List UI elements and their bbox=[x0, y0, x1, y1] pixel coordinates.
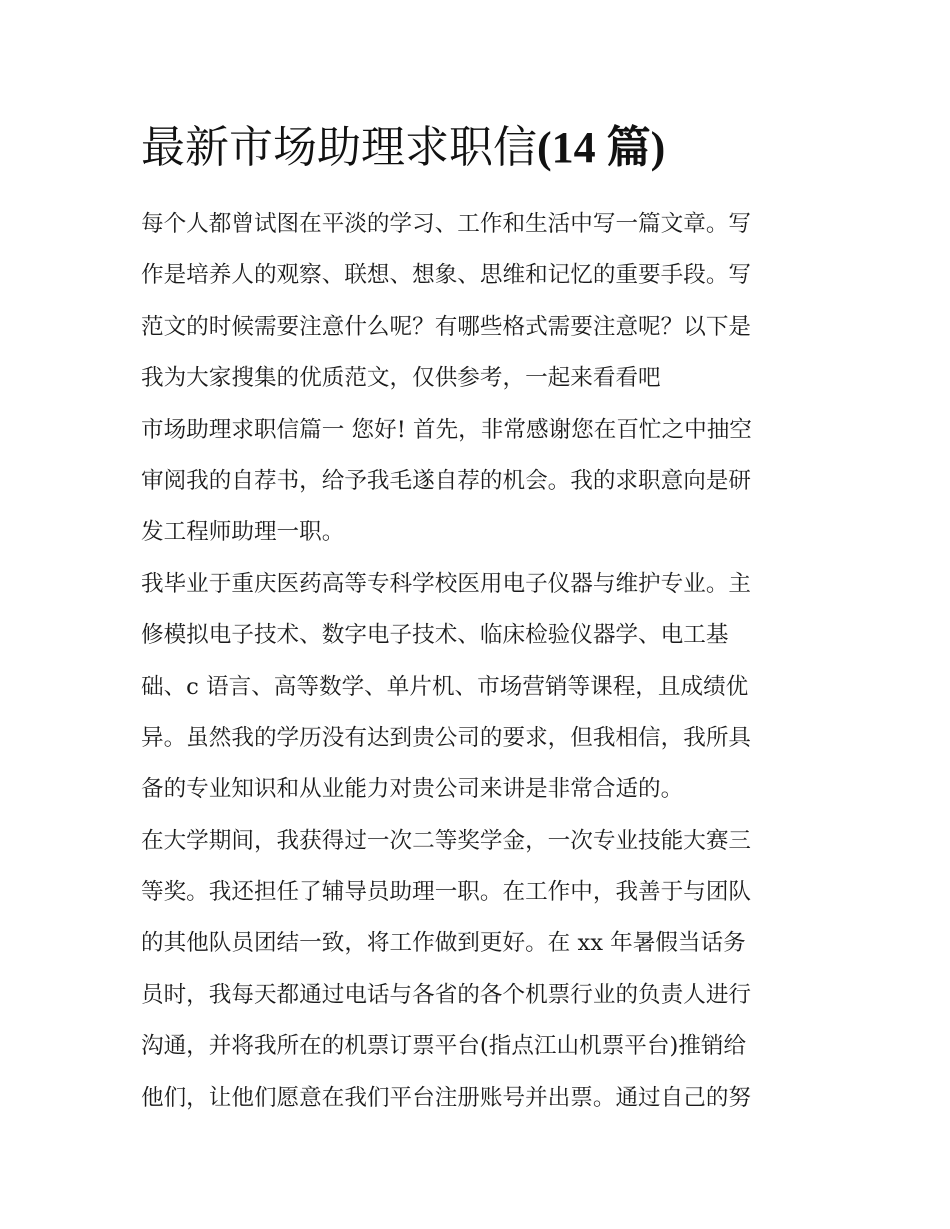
body-line: 我毕业于重庆医药高等专科学校医用电子仪器与维护专业。主 bbox=[141, 570, 752, 597]
body-line: 我为大家搜集的优质范文，仅供参考，一起来看看吧 bbox=[141, 365, 661, 392]
body-line: 市场助理求职信篇一 您好! 首先，非常感谢您在百忙之中抽空 bbox=[141, 416, 752, 443]
body-line: 的其他队员团结一致，将工作做到更好。在 xx 年暑假当话务 bbox=[141, 930, 746, 957]
body-line: 备的专业知识和从业能力对贵公司来讲是非常合适的。 bbox=[141, 776, 684, 803]
title-main-text: 最新市场助理求职信 bbox=[141, 122, 537, 173]
body-line: 员时，我每天都通过电话与各省的各个机票行业的负责人进行 bbox=[141, 981, 752, 1008]
body-line: 发工程师助理一职。 bbox=[141, 519, 345, 546]
body-line: 他们，让他们愿意在我们平台注册账号并出票。通过自己的努 bbox=[141, 1084, 752, 1111]
document-body bbox=[141, 199, 821, 1124]
document-title bbox=[141, 118, 841, 178]
title-count-text: (14 篇) bbox=[537, 123, 666, 172]
body-line: 在大学期间，我获得过一次二等奖学金，一次专业技能大赛三 bbox=[141, 827, 752, 854]
body-line: 审阅我的自荐书，给予我毛遂自荐的机会。我的求职意向是研 bbox=[141, 467, 752, 494]
body-line: 作是培养人的观察、联想、想象、思维和记忆的重要手段。写 bbox=[141, 262, 752, 289]
body-line: 沟通，并将我所在的机票订票平台(指点江山机票平台)推销给 bbox=[141, 1033, 747, 1060]
body-line: 异。虽然我的学历没有达到贵公司的要求，但我相信，我所具 bbox=[141, 724, 752, 751]
body-line: 修模拟电子技术、数字电子技术、临床检验仪器学、电工基 bbox=[141, 622, 729, 649]
body-line: 每个人都曾试图在平淡的学习、工作和生活中写一篇文章。写 bbox=[141, 211, 752, 237]
body-line: 等奖。我还担任了辅导员助理一职。在工作中，我善于与团队 bbox=[141, 879, 752, 906]
body-line: 范文的时候需要注意什么呢？有哪些格式需要注意呢？以下是 bbox=[141, 313, 752, 340]
body-line: 础、c 语言、高等数学、单片机、市场营销等课程，且成绩优 bbox=[141, 673, 749, 700]
